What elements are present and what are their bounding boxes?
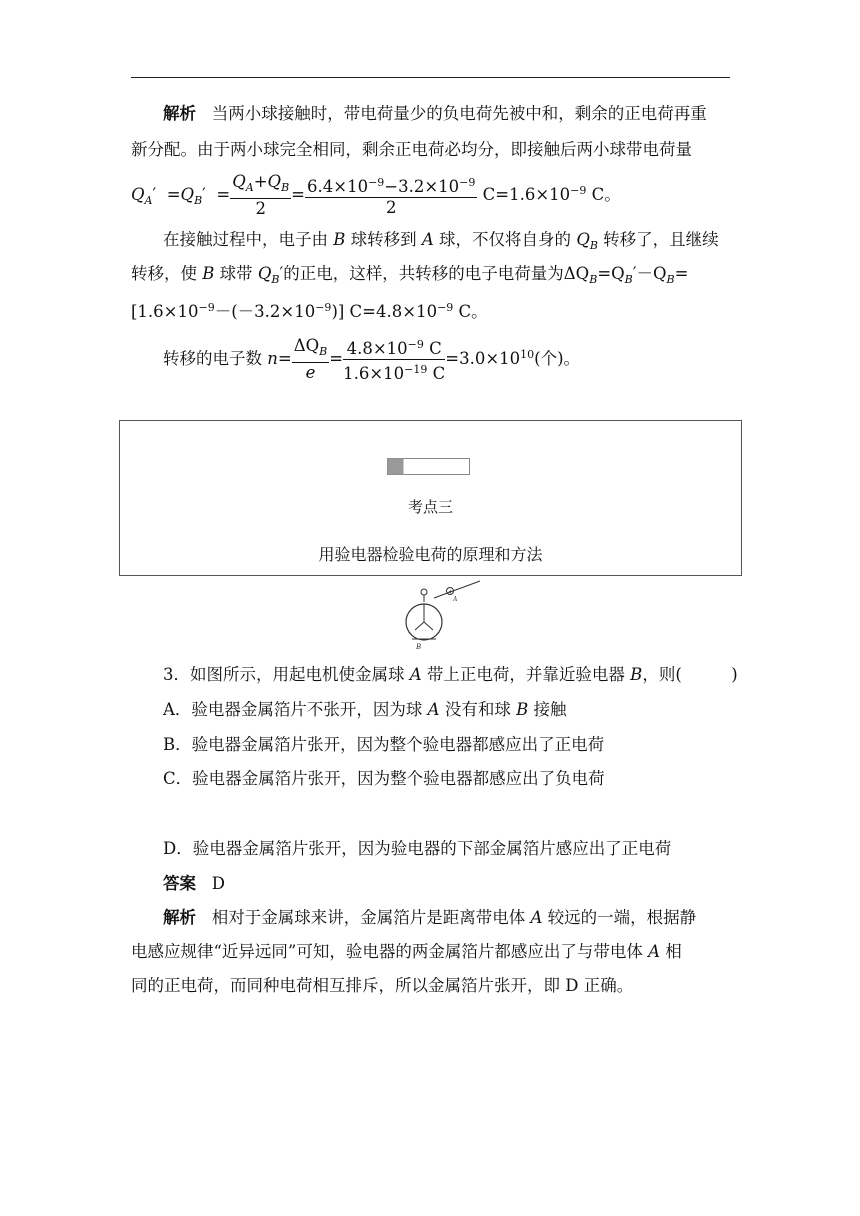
paragraph3-prefix: 转移的电子数 n= xyxy=(163,349,292,368)
analysis2-line2: 电感应规律“近异远同”可知，验电器的两金属箔片都感应出了与带电体 A 相 xyxy=(131,942,682,961)
analysis1-line1 xyxy=(163,103,707,125)
option-b: B．验电器金属箔片张开，因为整个验电器都感应出了正电荷 xyxy=(163,735,605,754)
figure-label-b: B xyxy=(416,643,422,650)
section-subtitle: 考点三 xyxy=(407,498,453,516)
header-rule xyxy=(131,77,730,78)
paragraph3-line: 转移的电子数 n= $\frac{\Delta Q_B}{e}$ = $\frac{4.8\times 10^{-9} C}{1.6\times 10^{-19} C}$ $=3.0\times 10^{10}$(个)。 xyxy=(163,336,581,383)
formula-fraction-values: $\frac{6.4\times 10^{-9}-3.2\times 10^{-9}}{2}$ xyxy=(305,173,477,218)
electroscope-figure xyxy=(404,578,484,650)
section-box xyxy=(119,420,742,576)
question-stem: 3．如图所示，用起电机使金属球 A 带上正电荷，并靠近验电器 B，则( ) xyxy=(163,665,738,684)
section-bar-icon xyxy=(387,458,471,475)
analysis1-formula: $Q_A' =Q_B'$ = $\frac{Q_A+Q_B}{2}$ = $\frac{6.4\times 10^{-9}-3.2\times 10^{-9}}{2}$ $C=1.6\times 10^{-9}$ C。 xyxy=(131,172,621,218)
answer-label: 答案 xyxy=(163,874,196,893)
option-a: A．验电器金属箔片不张开，因为球 A 没有和球 B 接触 xyxy=(163,700,567,719)
formula-fraction-sum: $\frac{Q_A+Q_B}{2}$ xyxy=(232,172,290,218)
electron-count-fraction: $\frac{\Delta Q_B}{e}$ xyxy=(293,336,328,382)
analysis1-text1: 当两小球接触时，带电荷量少的负电荷先被中和，剩余的正电荷再重 xyxy=(211,104,707,123)
answer-line xyxy=(163,873,225,895)
option-c: C．验电器金属箔片张开，因为整个验电器都感应出了负电荷 xyxy=(163,769,605,788)
section-title: 用验电器检验电荷的原理和方法 xyxy=(318,545,543,564)
paragraph2-line3: $[1.6\times 10^{-9}-(-3.2\times 10^{-9})]$ $C=4.8\times 10^{-9}$ C。 xyxy=(131,301,488,321)
analysis1-line2: 新分配。由于两小球完全相同，剩余正电荷必均分，即接触后两小球带电荷量 xyxy=(131,140,692,159)
option-d: D．验电器金属箔片张开，因为验电器的下部金属箔片感应出了正电荷 xyxy=(163,839,672,858)
figure-label-a: A xyxy=(453,596,458,603)
paragraph2-line1: 在接触过程中，电子由 B 球转移到 A 球，不仅将自身的 $Q_B$ 转移了，且继续 xyxy=(163,230,719,252)
analysis2-line3: 同的正电荷，而同种电荷相互排斥，所以金属箔片张开，即 D 正确。 xyxy=(131,976,634,995)
paragraph2-line2: 转移，使 B 球带 $Q_B'$的正电，这样，共转移的电子电荷量为$\Delta Q_B=Q_B'-Q_B=$ xyxy=(131,264,689,286)
analysis1-label: 解析 xyxy=(163,104,196,123)
svg-text:+: + xyxy=(448,588,454,596)
electron-count-values: $\frac{4.8\times 10^{-9} C}{1.6\times 10^{-19} C}$ xyxy=(343,335,445,384)
analysis2-line1: 解析 相对于金属球来讲，金属箔片是距离带电体 A 较远的一端，根据静 xyxy=(163,908,697,927)
answer-value: D xyxy=(211,874,225,893)
analysis2-label: 解析 xyxy=(163,908,196,927)
